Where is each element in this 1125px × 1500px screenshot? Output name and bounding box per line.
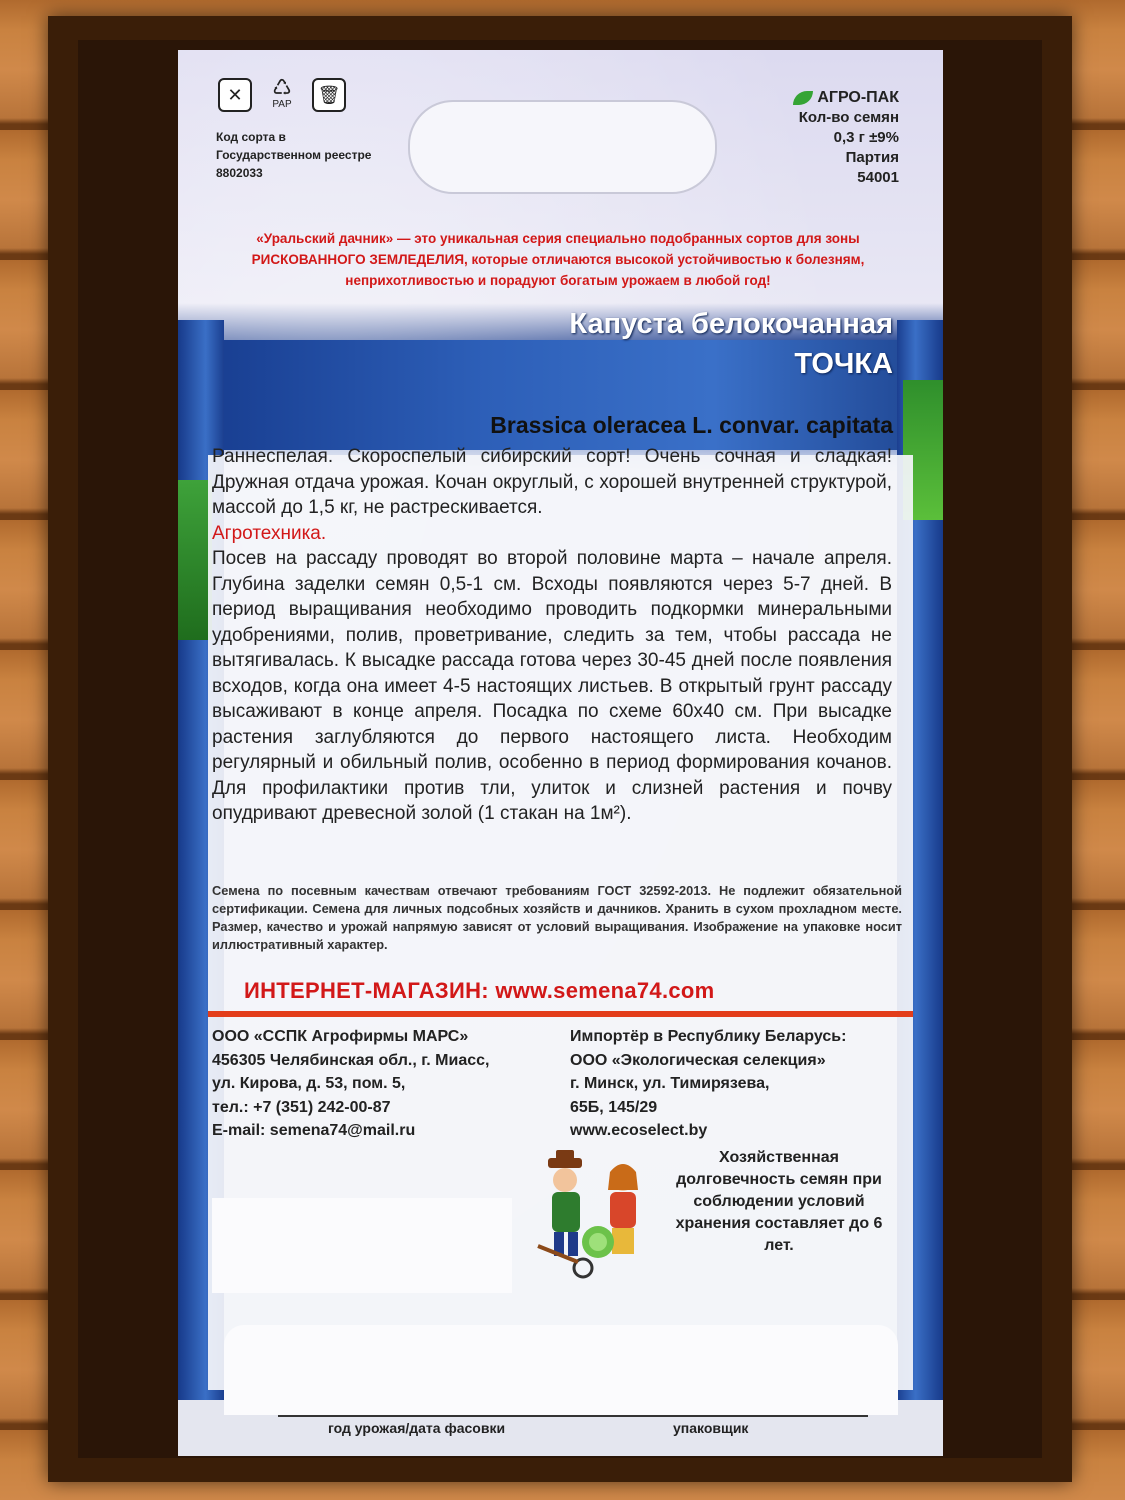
do-not-use-icon: ✕ [218,78,252,112]
importer-building: 65Б, 145/29 [570,1098,658,1116]
shop-url: ИНТЕРНЕТ-МАГАЗИН: www.semena74.com [244,978,715,1003]
importer-address [570,1025,910,1143]
importer-city: г. Минск, ул. Тимирязева, [570,1075,770,1092]
agrotech-text: Посев на рассаду проводят во второй половине марта – начале апреля. Глубина заделки семян 0,5-1 см. Всходы появляются через 5-7 дней. В период выращивания необходимо проводить подкормки минеральными удобрениями, полив, проветривание, следить за тем, чтобы рассада не вытягивалась. К высадке рассада готова через 30-45 дней после появления всходов, когда она имеет 4-5 настоящих листьев. В открытый грунт рассаду высаживают в конце апреля. Посадка по схеме 60х40 см. При высадке растения заглубляются до первого настоящего листа. Необходим регулярный и обильный полив, особенно в период формирования кочанов. Для профилактики против тли, улиток и слизней растения и почву опудривают древесной золой (1 стакан на 1м²). [212,548,892,824]
batch-label: Партия [845,149,899,166]
email: E-mail: semena74@mail.ru [212,1122,416,1139]
hang-hole [408,100,717,194]
batch-number: 54001 [857,169,899,186]
brand-name: АГРО-ПАК [817,89,899,106]
registry-code: 8802033 [216,166,263,180]
recycle-icon: ♺ PAP [272,74,292,110]
description: Раннеспелая. Скороспелый сибирский сорт! Очень сочная и сладкая! Дружная отдача урожая. Кочан округлый, с хорошей внутренней структурой, массой до 1,5 кг, не растрескивается. [212,446,892,518]
longevity-note: Хозяйственная долговечность семян при соблюдении условий хранения составляет до 6 лет. [675,1149,883,1254]
series-slogan: «Уральский дачник» — это уникальная серия специально подобранных сортов для зоны РИСКОВАННОГО ЗЕМЛЕДЕЛИЯ, которые отличаются высокой устойчивостью к болезням, неприхотливостью и порадуют богатым урожаем в любой год! [251,231,865,288]
brand-logo [793,88,899,108]
trash-bin-icon: 🗑 [312,78,346,112]
importer-heading: Импортёр в Республику Беларусь: [570,1028,847,1045]
phone: тел.: +7 (351) 242-00-87 [212,1098,391,1116]
brand-block [793,88,899,188]
registry-label: Код сорта в Государственном реестре [216,130,372,162]
recycle-code: PAP [272,98,292,110]
label-box [212,1198,512,1293]
seed-qty: 0,3 г ±9% [833,129,899,146]
manufacturer-address [212,1025,552,1143]
leaf-icon [793,91,813,105]
importer-company: ООО «Экологическая селекция» [570,1051,826,1069]
seed-qty-label: Кол-во семян [798,109,899,126]
address-street: ул. Кирова, д. 53, пом. 5, [212,1075,406,1092]
seed-packet [178,50,943,1456]
importer-site: www.ecoselect.by [570,1122,708,1139]
bottom-label-area [224,1325,898,1415]
registry-block [216,128,376,182]
company-name: ООО «ССПК Агрофирмы МАРС» [212,1028,469,1045]
agrotech-heading: Агротехника. [212,522,327,544]
bottom-line [278,1415,868,1417]
packer-label: упаковщик [673,1420,749,1436]
leaf-decoration-left [178,480,212,640]
latin-name: Brassica oleracea L. convar. capitata [490,412,893,438]
farmers-illustration [528,1150,658,1280]
variety-name: ТОЧКА [794,348,893,380]
address-city: 456305 Челябинская обл., г. Миасс, [212,1051,490,1069]
certification-text: Семена по посевным качествам отвечают требованиям ГОСТ 32592-2013. Не подлежит обязательной сертификации. Семена для личных подсобных хозяйств и дачников. Хранить в сухом прохладном месте. Размер, качество и урожай напрямую зависят от условий выращивания. Изображение на упаковке носит иллюстративный характер. [212,883,902,952]
harvest-date-label: год урожая/дата фасовки [328,1420,506,1436]
description-block [212,444,892,827]
divider [208,1011,913,1017]
product-title: Капуста белокочанная [569,308,893,340]
